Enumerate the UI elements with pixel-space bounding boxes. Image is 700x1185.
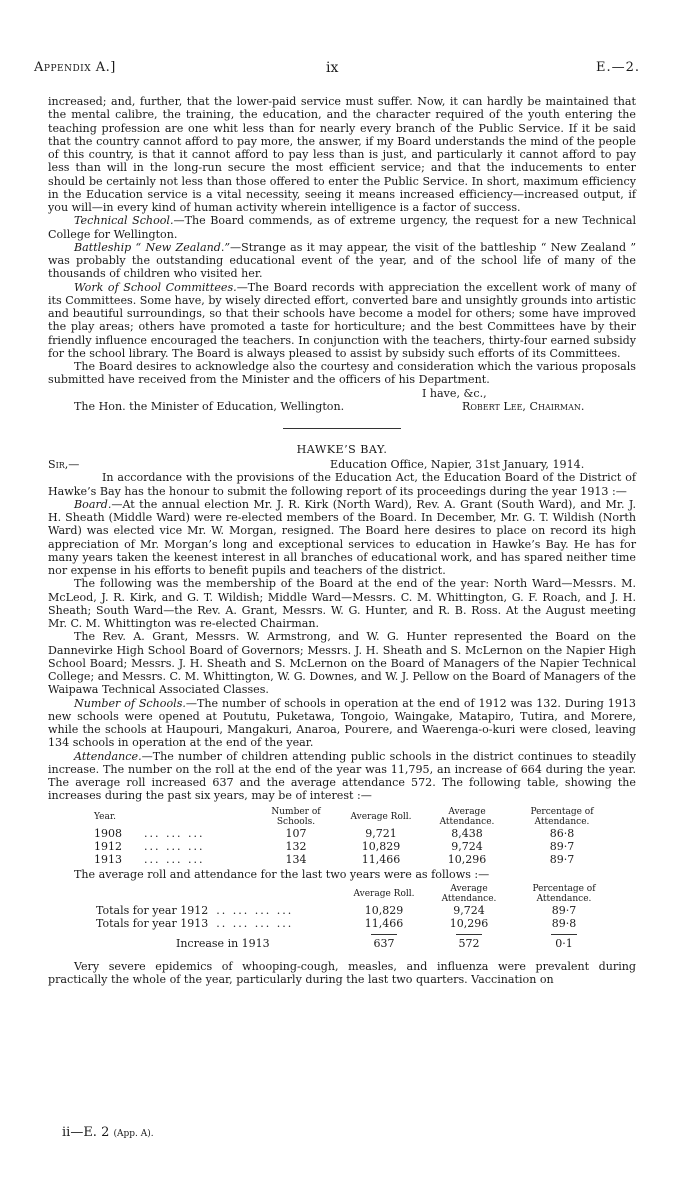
cell-label: Totals for year 1912	[96, 903, 209, 917]
paragraph-represented: The Rev. A. Grant, Messrs. W. Armstrong, and W. G. Hunter represented the Board on the Dannevirke High School Board of Governors; Messrs. J. H. Sheath and S. McLernon on the Napier High School Board; Messrs. J. H. Sheath and S. McLernon on the Board of Managers of the Napier Technical College; and Messrs. C. M. Whittington, W. G. Downes, and W. J. Pellow on the Board of Managers of the Waipawa Technical Associated Classes.	[48, 630, 636, 697]
th-percentage: Percentage of Attendance.	[530, 806, 594, 827]
cell-attendance: 10,296	[449, 916, 489, 930]
cell-attendance: 572	[458, 936, 480, 950]
cell-percentage: 0·1	[555, 936, 573, 950]
heading-technical-school: Technical School.	[74, 214, 174, 228]
cell-roll: 637	[373, 936, 395, 950]
text-battleship: —Strange as it may appear, the visit of the battleship “ New Zealand ” was probably the outstanding educational event of the year, and of the school life of many of the thousands of children who visited her.	[48, 240, 636, 281]
th-percentage: Percentage of Attendance.	[532, 883, 596, 904]
paragraph-board	[48, 498, 636, 578]
leader-dots: .. ... ... ...	[216, 916, 294, 930]
heading-battleship: Battleship “ New Zealand.”	[74, 240, 231, 254]
th-attendance: Average Attendance.	[441, 883, 497, 904]
cell-roll: 11,466	[361, 852, 401, 866]
paragraph-acknowledge: The Board desires to acknowledge also the courtesy and consideration which the various proposals submitted have received from the Minister and the officers of his Department.	[48, 360, 636, 387]
th-roll: Average Roll.	[353, 888, 415, 899]
cell-roll: 10,829	[364, 903, 404, 917]
page-number: ix	[326, 60, 339, 76]
cell-percentage: 89·8	[551, 916, 577, 930]
text-attendance: —The number of children attending public schools in the district continues to steadily increase. The number on the roll at the end of the year was 11,795, an increase of 664 during the year. The average roll increased 637 and the average attendance 572. The following table, showing the increases during the past six years, may be of interest :—	[48, 749, 636, 803]
appendix-label: Appendix A.]	[34, 60, 116, 75]
increase-row	[96, 935, 616, 950]
cell-attendance: 10,296	[447, 852, 487, 866]
page-header	[34, 60, 640, 76]
cell-schools: 107	[285, 826, 307, 840]
cell-label: Totals for year 1913	[96, 916, 209, 930]
cell-attendance: 9,724	[451, 839, 483, 853]
page-footer	[62, 1125, 154, 1140]
signature: Robert Lee, Chairman.	[462, 399, 585, 413]
cell-percentage: 89·7	[549, 852, 575, 866]
footer-appendix: (App. A).	[113, 1129, 154, 1139]
paragraph-table2-intro: The average roll and attendance for the last two years were as follows :—	[74, 867, 490, 881]
th-attendance: Average Attendance.	[439, 806, 495, 827]
attendance-table	[94, 807, 614, 866]
addressee: The Hon. the Minister of Education, Wellington.	[74, 399, 345, 413]
cell-percentage: 86·8	[549, 826, 575, 840]
paragraph-epidemics: Very severe epidemics of whooping-cough, measles, and influenza were prevalent during practically the whole of the year, particularly during the last two quarters. Vaccination on	[48, 959, 636, 986]
salutation-line	[48, 458, 636, 471]
text-board: —At the annual election Mr. J. R. Kirk (North Ward), Rev. A. Grant (South Ward), and Mr. J. H. Sheath (Middle Ward) were re-elected members of the Board. In December, Mr. G. T. Wildish (North Ward) was elected vice Mr. W. Morgan, resigned. The Board here desires to place on record its high appreciation of Mr. Morgan’s long and exceptional services to education in Hawke’s Bay. He has for many years taken the keenest interest in all branches of educational work, and has spared neither time nor expense in his efforts to benefit pupils and teachers of the district.	[48, 497, 636, 577]
cell-schools: 134	[285, 852, 307, 866]
section-title: HAWKE’S BAY.	[296, 442, 388, 456]
th-roll: Average Roll.	[350, 811, 412, 822]
salutation: Sir,—	[48, 458, 80, 471]
th-schools: Number of Schools.	[271, 806, 321, 827]
closing-line	[48, 387, 636, 400]
body-text	[48, 95, 636, 986]
leader-dots: .. ... ... ...	[216, 903, 294, 917]
footer-signature: ii—E. 2	[62, 1125, 110, 1140]
cell-year: 1908	[94, 826, 122, 840]
leader-dots: ... ... ...	[144, 839, 205, 853]
paragraph-battleship	[48, 241, 636, 281]
dateline: Education Office, Napier, 31st January, 1914.	[330, 458, 585, 471]
paragraph-committees	[48, 281, 636, 361]
heading-board: Board.	[74, 497, 112, 511]
heading-attendance: Attendance.	[74, 749, 142, 763]
text-technical-school: —The Board commends, as of extreme urgency, the request for a new Technical College for Wellington.	[48, 214, 636, 241]
text-committees: —The Board records with appreciation the excellent work of many of its Committees. Some have, by wisely directed effort, converted bare and unsightly grounds into artistic and beautiful surroundings, so that their schools have become a model for others; some have improved the play areas; others have promoted a taste for horticulture; and the best Committees have by their friendly influence encouraged the teachers. In conjunction with the teachers, thirty-four earned subsidy for the school library. The Board is always pleased to assist by subsidy such efforts of its Committees.	[48, 280, 637, 360]
cell-attendance: 8,438	[451, 826, 483, 840]
cell-year: 1912	[94, 839, 122, 853]
cell-label: Increase in 1913	[176, 936, 270, 950]
leader-dots: ... ... ...	[144, 852, 205, 866]
table-row	[94, 840, 614, 853]
table-row	[96, 917, 616, 930]
signature-line	[48, 400, 636, 416]
cell-roll: 11,466	[364, 916, 404, 930]
totals-table	[96, 884, 616, 950]
document-code: E.—2.	[595, 60, 640, 75]
section-divider	[283, 428, 401, 429]
closing: I have, &c.,	[422, 386, 487, 400]
text-schools: —The number of schools in operation at the end of 1912 was 132. During 1913 new schools were opened at Poututu, Puketawa, Tongoio, Waingake, Matapiro, Tutira, and Morere, while the schools at Haupouri, Mangakuri, Anaroa, Pourere, and Waerenga-o-kuri were closed, leaving 134 schools in operation at the end of the year.	[48, 696, 636, 750]
cell-roll: 10,829	[361, 839, 401, 853]
th-year: Year.	[94, 811, 117, 822]
paragraph-efficiency: increased; and, further, that the lower-paid service must suffer. Now, it can hardly be maintained that the mental calibre, the training, the education, and the character required of the youth entering the teaching profession are one whit less than for nearly every branch of the Public Service. If it be said that the country cannot afford to pay more, the answer, if my Board understands the mind of the people of this country, is that it cannot afford to pay less than is just, and particularly it cannot afford to pay less than will in the long-run secure the most efficient service; and that the inducements to enter should be certainly not less than those offered to enter the Public Service. In short, maximum efficiency in the Education service is a vital necessity, seeing it means increased efficiency—increased output, if you will—in every kind of human activity wherein intelligence is a factor of success.	[48, 95, 636, 214]
paragraph-attendance	[48, 750, 636, 803]
heading-committees: Work of School Committees.	[74, 280, 237, 294]
cell-percentage: 89·7	[549, 839, 575, 853]
cell-percentage: 89·7	[551, 903, 577, 917]
heading-schools: Number of Schools.	[74, 696, 186, 710]
table-row	[94, 853, 614, 866]
table-row	[94, 827, 614, 840]
paragraph-membership: The following was the membership of the Board at the end of the year: North Ward—Messrs. M. McLeod, J. R. Kirk, and G. T. Wildish; Middle Ward—Messrs. C. M. Whittington, G. F. Roach, and J. H. Sheath; South Ward—the Rev. A. Grant, Messrs. W. G. Hunter, and R. B. Ross. At the August meeting Mr. C. M. Whittington was re-elected Chairman.	[48, 577, 636, 630]
cell-schools: 132	[285, 839, 307, 853]
paragraph-technical-school	[48, 214, 636, 241]
cell-year: 1913	[94, 852, 122, 866]
cell-roll: 9,721	[365, 826, 397, 840]
paragraph-schools	[48, 697, 636, 750]
paragraph-intro: In accordance with the provisions of the Education Act, the Education Board of the District of Hawke’s Bay has the honour to submit the following report of its proceedings during the year 1913 :—	[48, 471, 636, 498]
table-row	[96, 904, 616, 917]
leader-dots: ... ... ...	[144, 826, 205, 840]
cell-attendance: 9,724	[453, 903, 485, 917]
